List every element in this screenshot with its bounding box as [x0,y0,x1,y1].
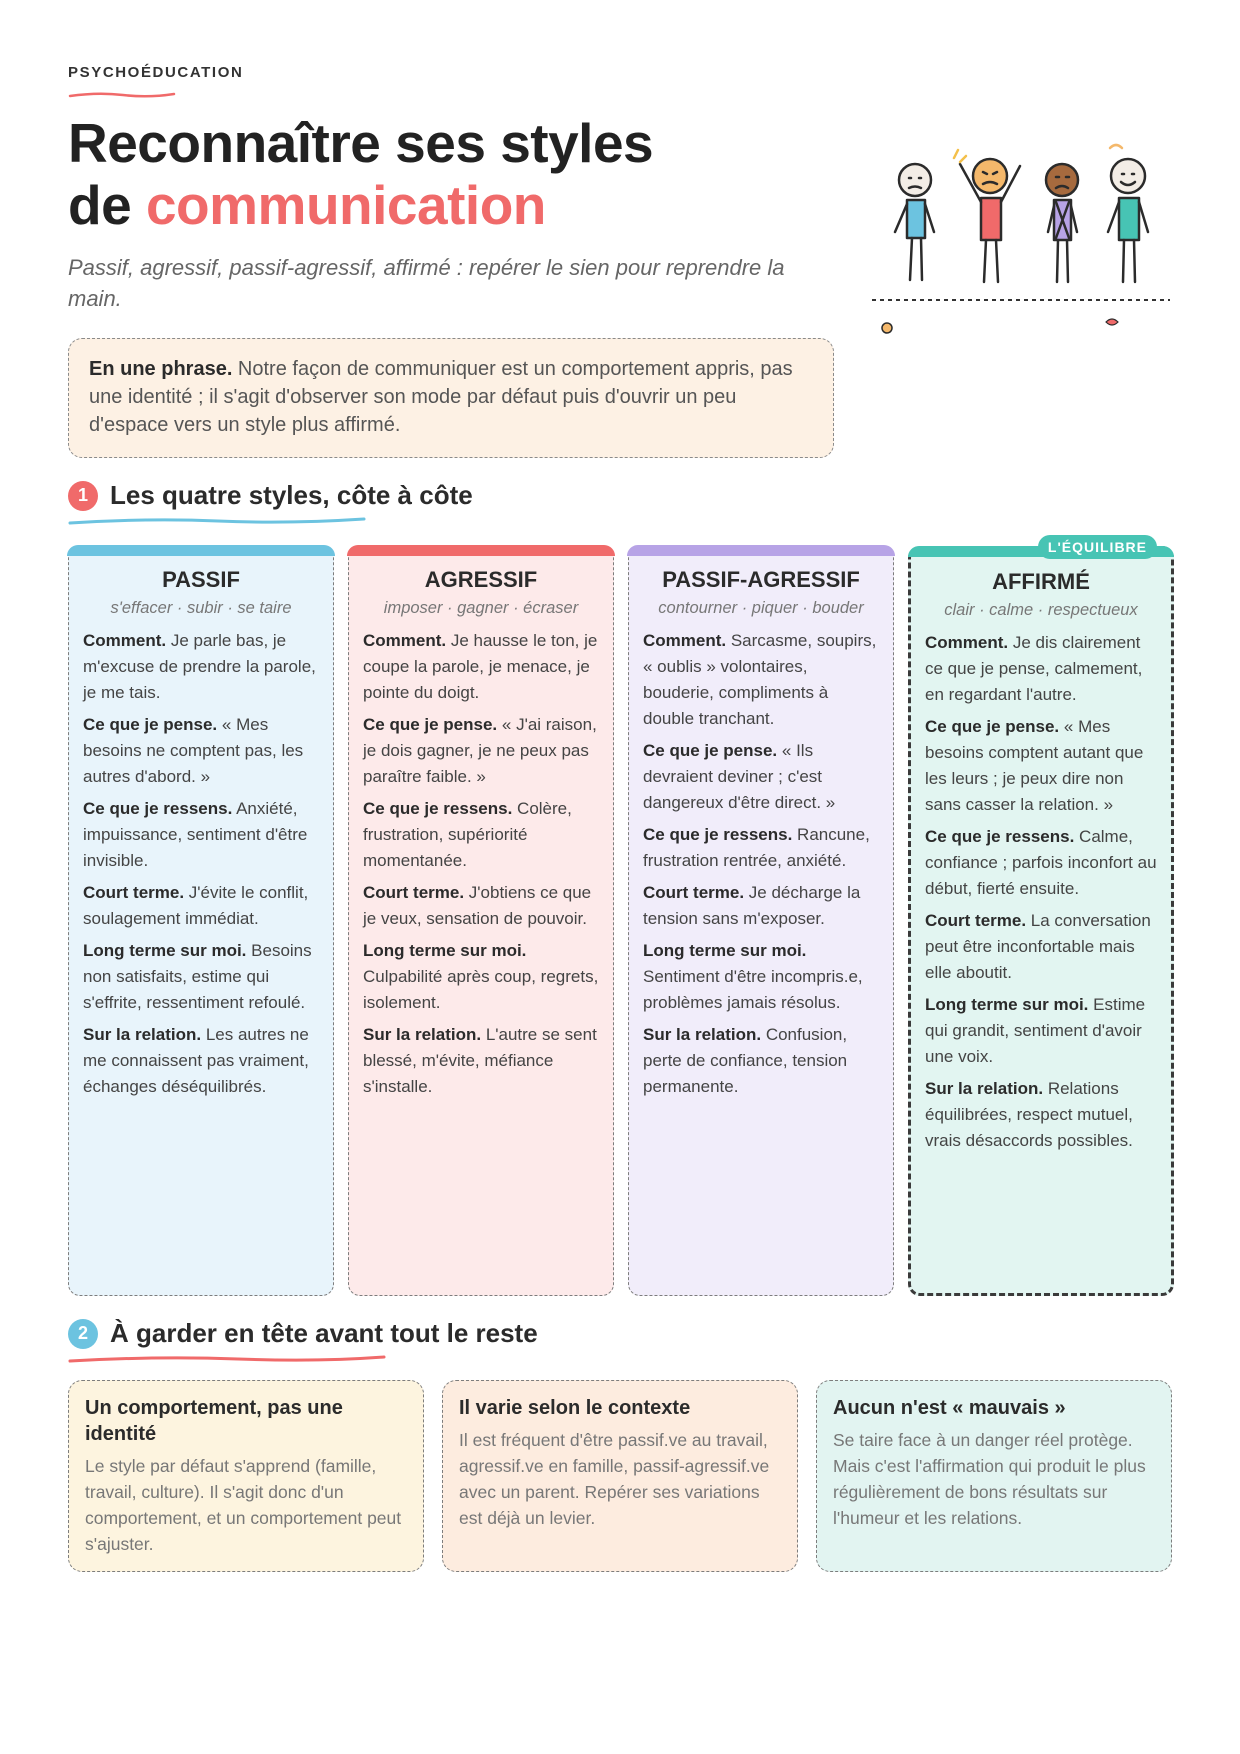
row-text: L'autre se sent blessé, m'évite, méfiance s'installe. [363,1025,597,1096]
summary-text: Notre façon de communiquer est un comportement appris, pas une identité ; il s'agit d'observer son mode par défaut puis d'ouvrir un peu d'espace vers un style plus affirmé. [89,358,793,436]
row-text: Calme, confiance ; parfois inconfort au début, fierté ensuite. [925,827,1157,898]
row-label: Comment. [363,631,447,650]
section-2-heading [68,1318,538,1349]
style-tagline: s'effacer · subir · se taire [110,599,292,617]
style-card-passif [68,546,334,1296]
style-row [643,938,879,1016]
row-text: J'évite le conflit, soulagement immédiat. [83,883,309,928]
row-label: Long terme sur moi. [925,995,1089,1014]
note-card-contexte [442,1380,798,1572]
row-text: Je hausse le ton, je coupe la parole, je menace, je pointe du doigt. [363,631,598,702]
title-line-2 [68,174,653,236]
style-card-affirme [908,539,1174,1296]
row-label: Court terme. [363,883,465,902]
row-label: Court terme. [925,911,1027,930]
style-row [643,1022,879,1100]
summary-box [68,338,834,458]
style-name: PASSIF [162,567,240,592]
style-row [363,880,599,932]
row-label: Court terme. [83,883,185,902]
style-row [643,738,879,816]
row-text: Sarcasme, soupirs, « oublis » volontaires, bouderie, compliments à double tranchant. [643,631,877,728]
row-text: Sentiment d'être incompris.e, problèmes jamais résolus. [643,967,863,1012]
title-accent: communication [145,174,546,236]
row-text: Je décharge la tension sans m'exposer. [643,883,861,928]
page-subtitle: Passif, agressif, passif-agressif, affirmé : repérer le sien pour reprendre la main. [68,255,785,311]
style-row [925,908,1157,986]
note-text: Se taire face à un danger réel protège. Mais c'est l'affirmation qui produit le plus régulièrement de bons résultats sur l'humeur et les relations. [833,1430,1146,1528]
row-label: Ce que je pense. [83,715,218,734]
row-text: Culpabilité après coup, regrets, isolement. [363,967,599,1012]
equilibre-badge: L'ÉQUILIBRE [1038,535,1157,559]
section-1-heading [68,480,473,511]
row-text: Les autres ne me connaissent pas vraiment, échanges déséquilibrés. [83,1025,309,1096]
card-top-bar [67,545,335,556]
card-top-bar [627,545,895,556]
style-row [925,824,1157,902]
title-prefix: de [68,174,146,236]
style-row [363,628,599,706]
section-1-number: 1 [68,481,98,511]
style-row [83,712,319,790]
row-label: Sur la relation. [925,1079,1044,1098]
note-title: Aucun n'est « mauvais » [833,1397,1066,1419]
section-2-underline [68,1353,388,1365]
style-row [83,880,319,932]
row-text: Je parle bas, je m'excuse de prendre la parole, je me tais. [83,631,316,702]
row-label: Ce que je pense. [363,715,498,734]
row-label: Ce que je pense. [925,717,1060,736]
style-row [643,628,879,732]
row-text: Relations équilibrées, respect mutuel, vrais désaccords possibles. [925,1079,1133,1150]
style-row [925,714,1157,818]
note-title: Un comportement, pas une identité [85,1397,343,1445]
style-row [83,796,319,874]
note-card-mauvais [816,1380,1172,1572]
section-2-number: 2 [68,1319,98,1349]
style-tagline: imposer · gagner · écraser [383,599,579,617]
card-top-bar [347,545,615,556]
kicker-underline [68,90,178,100]
row-label: Long terme sur moi. [643,941,807,960]
row-text: Estime qui grandit, sentiment d'avoir une voix. [925,995,1146,1066]
style-row [83,938,319,1016]
style-name: PASSIF-AGRESSIF [662,567,860,592]
row-text: Besoins non satisfaits, estime qui s'effrite, ressentiment refoulé. [83,941,312,1012]
style-row [925,630,1157,708]
style-row [643,880,879,932]
row-label: Sur la relation. [643,1025,762,1044]
note-text: Le style par défaut s'apprend (famille, travail, culture). Il s'agit donc d'un comportement, et un comportement peut s'ajuster. [85,1456,402,1554]
row-text: Je dis clairement ce que je pense, calmement, en regardant l'autre. [925,633,1143,704]
row-label: Comment. [643,631,727,650]
style-tagline: clair · calme · respectueux [944,601,1138,619]
row-label: Sur la relation. [363,1025,482,1044]
style-row [363,938,599,1016]
style-row [925,992,1157,1070]
row-label: Sur la relation. [83,1025,202,1044]
section-2-title: À garder en tête avant tout le reste [110,1318,538,1348]
row-label: Long terme sur moi. [83,941,247,960]
style-row [363,712,599,790]
row-label: Comment. [83,631,167,650]
row-text: « Mes besoins ne comptent pas, les autres d'abord. » [83,715,304,786]
four-stick-figures-illustration [870,140,1170,360]
style-card-passif-agressif [628,546,894,1296]
row-text: Colère, frustration, supériorité momentanée. [363,799,572,870]
row-text: La conversation peut être inconfortable mais elle aboutit. [925,911,1151,982]
row-label: Long terme sur moi. [363,941,527,960]
style-row [925,1076,1157,1154]
style-card-agressif [348,546,614,1296]
style-tagline: contourner · piquer · bouder [658,599,864,617]
note-text: Il est fréquent d'être passif.ve au travail, agressif.ve en famille, passif-agressif.ve avec un parent. Repérer ses variations est déjà un levier. [459,1430,770,1528]
row-text: Confusion, perte de confiance, tension permanente. [643,1025,848,1096]
kicker: PSYCHOÉDUCATION [68,64,244,81]
row-label: Ce que je ressens. [643,825,793,844]
row-text: « Mes besoins comptent autant que les leurs ; je peux dire non sans casser la relation. » [925,717,1144,814]
row-label: Ce que je ressens. [83,799,233,818]
row-text: « J'ai raison, je dois gagner, je ne peux pas paraître faible. » [363,715,597,786]
page-title [68,112,653,236]
style-row [643,822,879,874]
note-title: Il varie selon le contexte [459,1397,691,1419]
section-1-underline [68,515,368,527]
title-line-1: Reconnaître ses styles [68,112,654,174]
row-label: Ce que je ressens. [363,799,513,818]
row-label: Ce que je ressens. [925,827,1075,846]
row-label: Court terme. [643,883,745,902]
style-row [83,1022,319,1100]
row-text: J'obtiens ce que je veux, sensation de pouvoir. [363,883,592,928]
row-label: Comment. [925,633,1009,652]
style-name: AGRESSIF [424,567,538,592]
style-row [363,1022,599,1100]
summary-label: En une phrase. [89,358,233,380]
style-row [363,796,599,874]
row-label: Ce que je pense. [643,741,778,760]
row-text: « Ils devraient deviner ; c'est dangereux d'être direct. » [643,741,836,812]
section-1-title: Les quatre styles, côte à côte [110,480,473,510]
style-row [83,628,319,706]
row-text: Anxiété, impuissance, sentiment d'être invisible. [83,799,308,870]
style-name: AFFIRMÉ [992,569,1090,594]
note-card-identite [68,1380,424,1572]
row-text: Rancune, frustration rentrée, anxiété. [643,825,870,870]
